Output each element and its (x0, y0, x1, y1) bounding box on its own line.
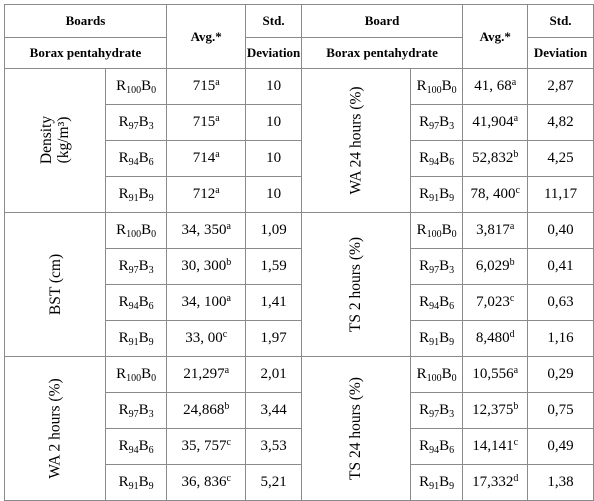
code-b-value: 9 (148, 481, 154, 492)
code-b-value: 6 (449, 157, 455, 168)
code-letter-r: R (419, 438, 430, 454)
average-value: 17,332 (472, 474, 514, 490)
right-board-code (410, 105, 463, 141)
property-label (347, 86, 364, 194)
right-property-label (301, 69, 410, 213)
code-b-value: 3 (449, 409, 455, 420)
code-r-value: 94 (429, 301, 440, 312)
left-std-deviation: 1,59 (246, 249, 301, 285)
code-r-value: 91 (429, 193, 440, 204)
right-board-code (410, 321, 463, 357)
left-avg-cell (166, 69, 245, 105)
code-b-value: 3 (449, 121, 455, 132)
average-value: 14,141 (472, 438, 514, 454)
left-avg-cell (166, 141, 245, 177)
code-letter-b: B (138, 474, 149, 490)
significance-letter: a (215, 113, 220, 124)
code-letter-r: R (419, 150, 430, 166)
code-letter-b: B (141, 78, 152, 94)
code-letter-b: B (138, 330, 149, 346)
code-r-value: 97 (128, 265, 139, 276)
header-avg-right: Avg.* (463, 5, 528, 69)
right-board-code (410, 141, 463, 177)
right-board-code (410, 213, 463, 249)
code-letter-r: R (118, 294, 129, 310)
left-avg-cell (166, 105, 245, 141)
right-board-code (410, 249, 463, 285)
right-avg-cell (463, 105, 528, 141)
average-value: 36, 836 (181, 474, 227, 490)
code-letter-b: B (439, 258, 450, 274)
code-letter-r: R (118, 402, 129, 418)
header-borax-right: Borax pentahydrate (301, 38, 463, 69)
code-letter-b: B (439, 114, 450, 130)
left-std-deviation: 2,01 (246, 357, 301, 393)
code-letter-b: B (439, 150, 450, 166)
average-value: 41, 68 (474, 78, 512, 94)
significance-letter: a (509, 221, 515, 232)
right-std-deviation: 0,40 (528, 213, 594, 249)
code-letter-r: R (118, 258, 129, 274)
significance-letter: b (513, 401, 519, 412)
left-std-deviation: 10 (246, 69, 301, 105)
right-avg-cell (463, 285, 528, 321)
significance-letter: a (226, 293, 231, 304)
significance-letter: d (513, 473, 519, 484)
code-letter-r: R (419, 294, 430, 310)
code-letter-r: R (419, 258, 430, 274)
table-row (5, 357, 594, 393)
code-b-value: 9 (449, 481, 455, 492)
code-letter-b: B (439, 294, 450, 310)
code-letter-b: B (439, 474, 450, 490)
code-r-value: 100 (126, 85, 142, 96)
code-r-value: 97 (429, 265, 440, 276)
property-label (38, 116, 72, 164)
code-letter-r: R (419, 474, 430, 490)
code-letter-r: R (416, 78, 427, 94)
average-value: 33, 00 (185, 330, 223, 346)
code-letter-r: R (118, 114, 129, 130)
significance-letter: a (226, 221, 231, 232)
significance-letter: d (509, 329, 515, 340)
code-letter-b: B (141, 366, 152, 382)
left-board-code (106, 177, 167, 213)
code-b-value: 0 (451, 229, 457, 240)
significance-letter: a (224, 365, 230, 376)
code-r-value: 97 (429, 121, 440, 132)
property-label (47, 253, 64, 314)
code-b-value: 6 (148, 301, 154, 312)
code-letter-r: R (118, 474, 129, 490)
significance-letter: b (513, 149, 519, 160)
average-value: 715 (192, 78, 216, 94)
property-label-line: TS 24 hours (%) (347, 376, 365, 480)
code-letter-r: R (118, 330, 129, 346)
code-letter-b: B (138, 294, 149, 310)
average-value: 52,832 (472, 150, 514, 166)
code-b-value: 0 (151, 85, 157, 96)
right-board-code (410, 285, 463, 321)
property-label-line: WA 2 hours (%) (46, 377, 64, 479)
code-b-value: 6 (148, 445, 154, 456)
code-letter-b: B (439, 402, 450, 418)
code-letter-r: R (416, 366, 427, 382)
code-letter-b: B (441, 78, 452, 94)
right-avg-cell (463, 69, 528, 105)
left-property-label (5, 213, 106, 357)
property-label-line: BST (cm) (46, 253, 64, 315)
right-std-deviation: 0,49 (528, 429, 594, 465)
average-value: 21,297 (183, 366, 225, 382)
code-letter-r: R (116, 78, 127, 94)
code-b-value: 9 (148, 193, 154, 204)
code-r-value: 91 (128, 481, 139, 492)
code-letter-r: R (118, 150, 129, 166)
code-letter-r: R (419, 330, 430, 346)
right-avg-cell (463, 429, 528, 465)
left-board-code (106, 393, 167, 429)
right-std-deviation: 4,25 (528, 141, 594, 177)
code-b-value: 3 (148, 121, 154, 132)
left-std-deviation: 10 (246, 105, 301, 141)
average-value: 34, 350 (181, 222, 227, 238)
right-std-deviation: 1,16 (528, 321, 594, 357)
code-b-value: 6 (449, 301, 455, 312)
left-board-code (106, 357, 167, 393)
code-r-value: 100 (426, 85, 442, 96)
left-std-deviation: 3,53 (246, 429, 301, 465)
code-letter-b: B (439, 330, 450, 346)
right-property-label (301, 213, 410, 357)
average-value: 6,029 (475, 258, 510, 274)
right-std-deviation: 0,41 (528, 249, 594, 285)
significance-letter: c (222, 329, 228, 340)
code-letter-b: B (138, 186, 149, 202)
code-b-value: 9 (449, 337, 455, 348)
average-value: 41,904 (472, 114, 514, 130)
left-board-code (106, 249, 167, 285)
left-std-deviation: 1,09 (246, 213, 301, 249)
code-letter-b: B (441, 222, 452, 238)
right-std-deviation: 2,87 (528, 69, 594, 105)
right-std-deviation: 11,17 (528, 177, 594, 213)
code-b-value: 0 (451, 85, 457, 96)
left-avg-cell (166, 213, 245, 249)
property-label-line: (kg/m³) (55, 116, 73, 164)
right-avg-cell (463, 141, 528, 177)
code-letter-b: B (138, 114, 149, 130)
left-board-code (106, 69, 167, 105)
right-avg-cell (463, 249, 528, 285)
left-board-code (106, 429, 167, 465)
average-value: 715 (192, 114, 216, 130)
left-board-code (106, 465, 167, 501)
left-property-label (5, 357, 106, 501)
code-b-value: 9 (449, 193, 455, 204)
code-b-value: 6 (449, 445, 455, 456)
significance-letter: a (215, 77, 220, 88)
significance-letter: c (515, 185, 520, 196)
right-board-code (410, 357, 463, 393)
average-value: 78, 400 (470, 186, 516, 202)
code-letter-b: B (138, 402, 149, 418)
right-board-code (410, 429, 463, 465)
header-std-left: Std. (246, 5, 301, 38)
left-avg-cell (166, 357, 245, 393)
code-r-value: 91 (429, 481, 440, 492)
average-value: 8,480 (475, 330, 510, 346)
code-letter-r: R (118, 186, 129, 202)
left-avg-cell (166, 249, 245, 285)
code-r-value: 91 (429, 337, 440, 348)
significance-letter: a (513, 365, 519, 376)
code-letter-b: B (439, 186, 450, 202)
average-value: 3,817 (476, 222, 510, 238)
right-std-deviation: 4,82 (528, 105, 594, 141)
average-value: 12,375 (472, 402, 514, 418)
significance-letter: b (226, 257, 232, 268)
average-value: 35, 757 (181, 438, 227, 454)
right-board-code (410, 177, 463, 213)
code-letter-r: R (419, 114, 430, 130)
left-board-code (106, 141, 167, 177)
significance-letter: c (513, 437, 519, 448)
average-value: 24,868 (183, 402, 225, 418)
left-board-code (106, 321, 167, 357)
left-std-deviation: 10 (246, 141, 301, 177)
header-deviation-left: Deviation (246, 38, 301, 69)
code-r-value: 100 (426, 229, 442, 240)
left-std-deviation: 1,41 (246, 285, 301, 321)
right-board-code (410, 69, 463, 105)
right-avg-cell (463, 321, 528, 357)
left-std-deviation: 1,97 (246, 321, 301, 357)
right-avg-cell (463, 465, 528, 501)
code-letter-r: R (416, 222, 427, 238)
code-r-value: 94 (128, 157, 139, 168)
code-r-value: 94 (429, 157, 440, 168)
code-b-value: 3 (148, 409, 154, 420)
left-std-deviation: 5,21 (246, 465, 301, 501)
significance-letter: a (511, 77, 517, 88)
code-r-value: 100 (126, 373, 142, 384)
left-avg-cell (166, 177, 245, 213)
left-property-label (5, 69, 106, 213)
header-avg-left: Avg.* (166, 5, 245, 69)
code-r-value: 94 (429, 445, 440, 456)
right-property-label (301, 357, 410, 501)
significance-letter: a (513, 113, 519, 124)
left-board-code (106, 285, 167, 321)
code-b-value: 0 (451, 373, 457, 384)
significance-letter: b (509, 257, 515, 268)
right-std-deviation: 0,29 (528, 357, 594, 393)
header-deviation-right: Deviation (528, 38, 594, 69)
significance-letter: b (224, 401, 230, 412)
code-r-value: 97 (429, 409, 440, 420)
left-avg-cell (166, 465, 245, 501)
results-table (4, 4, 594, 501)
code-r-value: 97 (128, 409, 139, 420)
code-letter-b: B (138, 438, 149, 454)
code-r-value: 94 (128, 445, 139, 456)
left-board-code (106, 213, 167, 249)
right-std-deviation: 0,63 (528, 285, 594, 321)
left-avg-cell (166, 393, 245, 429)
right-std-deviation: 0,75 (528, 393, 594, 429)
table-row (5, 213, 594, 249)
right-board-code (410, 465, 463, 501)
significance-letter: c (226, 473, 231, 484)
code-b-value: 9 (148, 337, 154, 348)
code-letter-b: B (439, 438, 450, 454)
code-letter-r: R (116, 222, 127, 238)
average-value: 10,556 (472, 366, 514, 382)
property-label-line: WA 24 hours (%) (347, 85, 365, 195)
significance-letter: a (215, 149, 220, 160)
significance-letter: c (509, 293, 515, 304)
right-avg-cell (463, 177, 528, 213)
right-avg-cell (463, 213, 528, 249)
header-borax-left: Borax pentahydrate (5, 38, 167, 69)
code-r-value: 100 (126, 229, 142, 240)
average-value: 7,023 (476, 294, 510, 310)
average-value: 712 (192, 186, 216, 202)
property-label (347, 236, 364, 331)
code-b-value: 3 (148, 265, 154, 276)
code-letter-b: B (141, 222, 152, 238)
right-avg-cell (463, 393, 528, 429)
header-boards: Boards (5, 5, 167, 38)
code-letter-b: B (441, 366, 452, 382)
table-row (5, 69, 594, 105)
code-letter-r: R (419, 402, 430, 418)
significance-letter: c (226, 437, 231, 448)
right-avg-cell (463, 357, 528, 393)
left-avg-cell (166, 285, 245, 321)
code-b-value: 6 (148, 157, 154, 168)
property-label (47, 378, 64, 478)
property-label-line: Density (38, 115, 56, 165)
code-b-value: 0 (151, 229, 157, 240)
left-std-deviation: 10 (246, 177, 301, 213)
average-value: 34, 100 (181, 294, 227, 310)
code-r-value: 100 (426, 373, 442, 384)
code-letter-r: R (419, 186, 430, 202)
average-value: 714 (192, 150, 216, 166)
right-std-deviation: 1,38 (528, 465, 594, 501)
code-letter-r: R (118, 438, 129, 454)
code-r-value: 91 (128, 193, 139, 204)
code-b-value: 0 (151, 373, 157, 384)
code-r-value: 97 (128, 121, 139, 132)
code-letter-r: R (116, 366, 127, 382)
significance-letter: a (215, 185, 220, 196)
left-avg-cell (166, 429, 245, 465)
property-label-line: TS 2 hours (%) (347, 236, 365, 332)
code-r-value: 91 (128, 337, 139, 348)
code-b-value: 3 (449, 265, 455, 276)
average-value: 30, 300 (181, 258, 227, 274)
left-std-deviation: 3,44 (246, 393, 301, 429)
code-letter-b: B (138, 258, 149, 274)
code-letter-b: B (138, 150, 149, 166)
code-r-value: 94 (128, 301, 139, 312)
header-std-right: Std. (528, 5, 594, 38)
property-label (347, 377, 364, 480)
right-board-code (410, 393, 463, 429)
header-board: Board (301, 5, 463, 38)
left-board-code (106, 105, 167, 141)
left-avg-cell (166, 321, 245, 357)
